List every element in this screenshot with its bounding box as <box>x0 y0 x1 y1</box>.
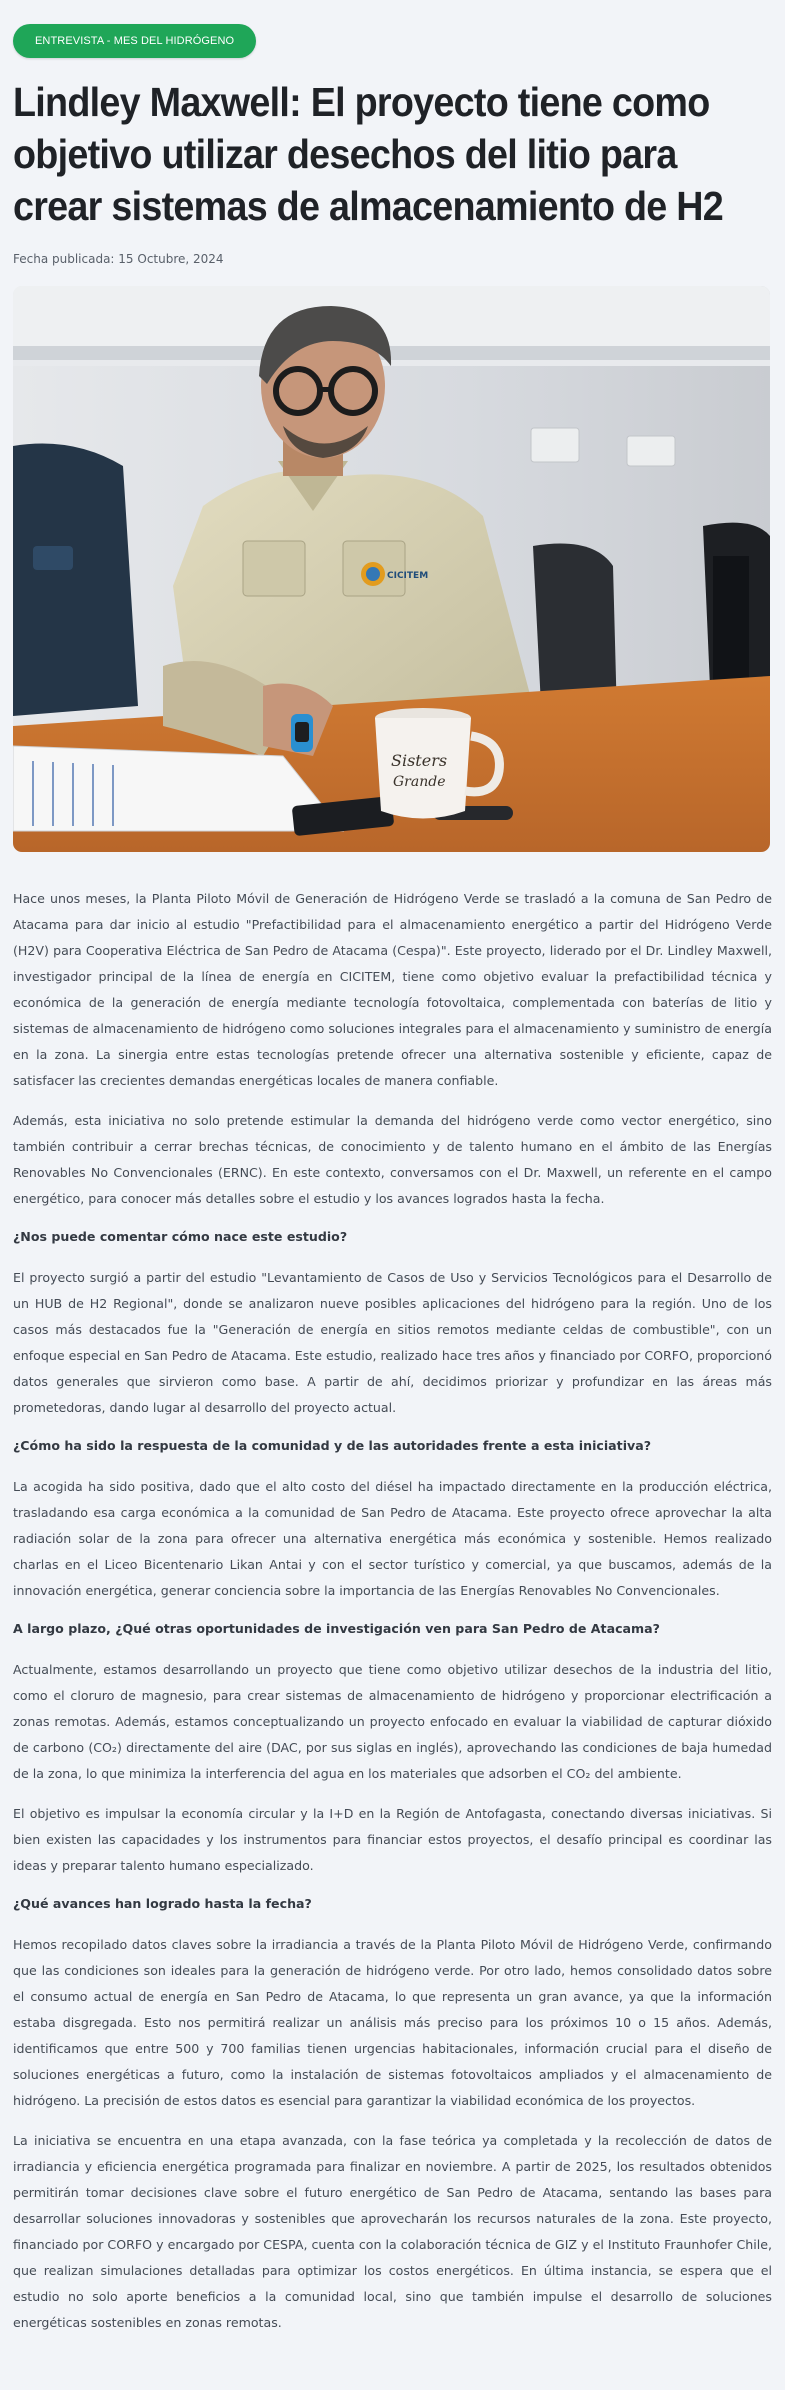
article-title: Lindley Maxwell: El proyecto tiene como objetivo utilizar desechos del litio para crear sistemas de almacenamiento de H2 <box>13 79 724 229</box>
interview-question: ¿Qué avances han logrado hasta la fecha? <box>13 1896 312 1911</box>
article-body <box>13 886 772 2336</box>
interview-question: ¿Cómo ha sido la respuesta de la comunidad y de las autoridades frente a esta iniciativa? <box>13 1438 652 1453</box>
shirt-logo-text: CICITEM <box>387 571 429 581</box>
paragraph: La iniciativa se encuentra en una etapa avanzada, con la fase teórica ya completada y la recolección de datos de irradiancia y eficiencia energética programada para finalizar en noviembre. A partir de 2025, los resultados obtenidos permitirán tomar decisiones clave sobre el futuro energético de San Pedro de Atacama, sentando las bases para desarrollar soluciones innovadoras y sostenibles que aprovecharán los recursos naturales de la zona. Este proyecto, financiado por CORFO y encargado por CESPA, cuenta con la colaboración técnica de GIZ y el Instituto Fraunhofer Chile, que realizan simulaciones detalladas para optimizar los costos energéticos. En última instancia, se espera que el estudio no solo aporte beneficios a la comunidad local, sino que también impulse el desarrollo de soluciones energéticas sostenibles en zonas remotas. <box>13 2133 772 2330</box>
paragraph: El proyecto surgió a partir del estudio "Levantamiento de Casos de Uso y Servicios Tecnológicos para el Desarrollo de un HUB de H2 Regional", donde se analizaron nueve posibles aplicaciones del hidrógeno para la región. Uno de los casos más destacados fue la "Generación de energía en sitios remotos mediante celdas de combustible", con un enfoque especial en San Pedro de Atacama. Este estudio, realizado hace tres años y financiado por CORFO, proporcionó datos generales que sirvieron como base. A partir de ahí, decidimos priorizar y profundizar en las áreas más prometedoras, dando lugar al desarrollo del proyecto actual. <box>13 1270 772 1415</box>
paragraph: El objetivo es impulsar la economía circular y la I+D en la Región de Antofagasta, conectando diversas iniciativas. Si bien existen las capacidades y los instrumentos para financiar estos proyectos, el desafío principal es coordinar las ideas y preparar talento humano especializado. <box>13 1806 772 1873</box>
paragraph: Hemos recopilado datos claves sobre la irradiancia a través de la Planta Piloto Móvil de Hidrógeno Verde, confirmando que las condiciones son ideales para la generación de hidrógeno verde. Por otro lado, hemos consolidado datos sobre el consumo actual de energía en San Pedro de Atacama, lo que representa un gran avance, ya que la información estaba disgregada. Esto nos permitirá realizar un análisis más preciso para los próximos 10 o 15 años. Además, identificamos que entre 500 y 700 familias tienen urgencias habitacionales, información crucial para el diseño de soluciones energéticas a futuro, como la instalación de sistemas fotovoltaicos ampliados y el almacenamiento de hidrógeno. La precisión de estos datos es esencial para garantizar la viabilidad económica de los proyectos. <box>13 1937 772 2108</box>
interview-question: A largo plazo, ¿Qué otras oportunidades de investigación ven para San Pedro de Atacama? <box>13 1621 660 1636</box>
publish-date: Fecha publicada: 15 Octubre, 2024 <box>13 252 224 266</box>
paragraph: Actualmente, estamos desarrollando un proyecto que tiene como objetivo utilizar desechos de la industria del litio, como el cloruro de magnesio, para crear sistemas de almacenamiento de hidrógeno y proporcionar electrificación a zonas remotas. Además, estamos conceptualizando un proyecto enfocado en evaluar la viabilidad de capturar dióxido de carbono (CO₂) directamente del aire (DAC, por sus siglas en inglés), aprovechando las condiciones de baja humedad de la zona, lo que minimiza la interferencia del agua en los materiales que adsorben el CO₂ del ambiente. <box>13 1662 772 1781</box>
paragraph: Hace unos meses, la Planta Piloto Móvil de Generación de Hidrógeno Verde se trasladó a la comuna de San Pedro de Atacama para dar inicio al estudio "Prefactibilidad para el almacenamiento energético a partir del Hidrógeno Verde (H2V) para Cooperativa Eléctrica de San Pedro de Atacama (Cespa)". Este proyecto, liderado por el Dr. Lindley Maxwell, investigador principal de la línea de energía en CICITEM, tiene como objetivo evaluar la prefactibilidad técnica y económica de la generación de energía mediante tecnología fotovoltaica, complementada con baterías de litio y sistemas de almacenamiento de hidrógeno como soluciones integrales para el almacenamiento y suministro de energía en la zona. La sinergia entre estas tecnologías pretende ofrecer una alternativa sostenible y eficiente, capaz de satisfacer las crecientes demandas energéticas locales de manera confiable. <box>13 891 772 1088</box>
paragraph: La acogida ha sido positiva, dado que el alto costo del diésel ha impactado directamente en la producción eléctrica, trasladando esa carga económica a la comunidad de San Pedro de Atacama. Este proyecto ofrece aprovechar la alta radiación solar de la zona para ofrecer una alternativa energética más económica y sostenible. Hemos realizado charlas en el Liceo Bicentenario Likan Antai y con el sector turístico y comercial, ya que buscamos, además de la innovación energética, generar conciencia sobre la importancia de las Energías Renovables No Convencionales. <box>13 1479 772 1598</box>
interview-question: ¿Nos puede comentar cómo nace este estudio? <box>13 1229 348 1244</box>
svg-text:Grande: Grande <box>393 774 446 790</box>
mug-text: Sisters <box>391 751 448 770</box>
article-photo <box>13 286 770 852</box>
paragraph: Además, esta iniciativa no solo pretende estimular la demanda del hidrógeno verde como vector energético, sino también contribuir a cerrar brechas técnicas, de conocimiento y de talento humano en el ámbito de las Energías Renovables No Convencionales (ERNC). En este contexto, conversamos con el Dr. Maxwell, un referente en el campo energético, para conocer más detalles sobre el estudio y los avances logrados hasta la fecha. <box>13 1113 772 1206</box>
category-badge[interactable]: ENTREVISTA - MES DEL HIDRÓGENO <box>13 24 256 58</box>
article-container <box>13 24 772 2336</box>
